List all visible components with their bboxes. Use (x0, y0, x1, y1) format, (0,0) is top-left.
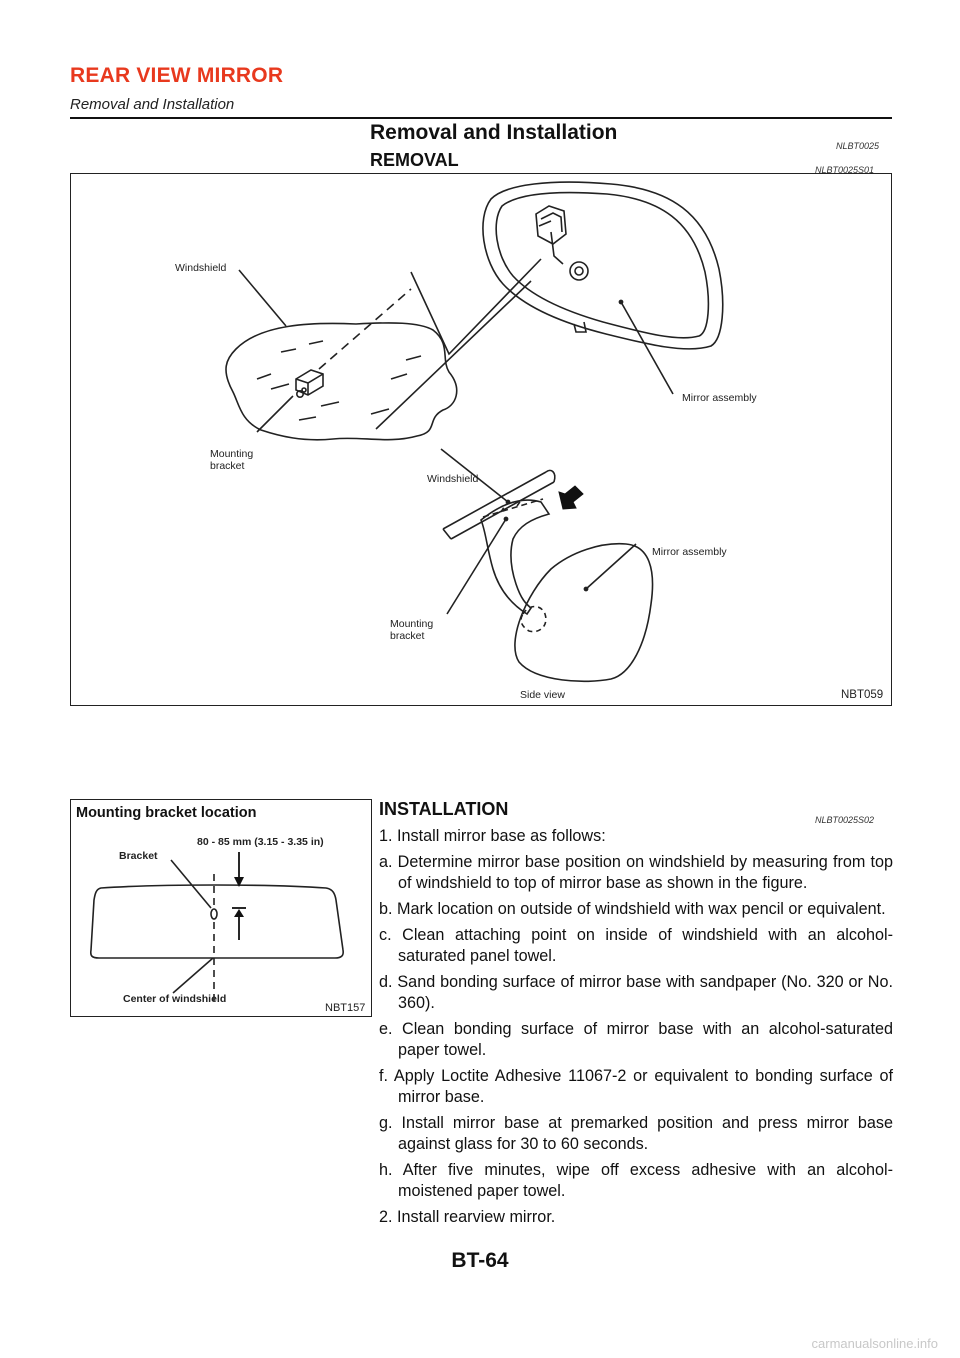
section-title: Removal and Installation (370, 121, 618, 144)
substep-g: g. Install mirror base at premarked position and press mirror base against glass for 30 to 60 seconds. (379, 1114, 893, 1153)
push-arrow-icon (559, 486, 583, 509)
mirror-assembly-shape (483, 182, 723, 349)
section-code: NLBT0025 (836, 141, 880, 151)
removal-code: NLBT0025S01 (815, 165, 875, 175)
installation-code: NLBT0025S02 (815, 815, 875, 825)
bracket-label: Bracket (119, 850, 158, 862)
step-1: 1. Install mirror base as follows: (379, 827, 606, 845)
installation-title: INSTALLATION (379, 799, 509, 819)
header-divider (70, 117, 892, 119)
location-figure (70, 799, 372, 1017)
label-mounting-bracket-top-l1: Mounting (210, 448, 254, 460)
step-2: 2. Install rearview mirror. (379, 1208, 556, 1226)
label-mounting-bracket-side-l2: bracket (390, 630, 425, 642)
figure-code: NBT059 (841, 689, 884, 701)
windshield-outline (91, 885, 343, 958)
substep-a: a. Determine mirror base position on windshield by measuring from top of windshield to top of mirror base as shown in the figure. (379, 853, 893, 892)
label-side-view: Side view (520, 689, 565, 701)
removal-illustration (71, 174, 891, 705)
substep-b: b. Mark location on outside of windshield with wax pencil or equivalent. (379, 900, 886, 918)
substep-e: e. Clean bonding surface of mirror base with an alcohol-saturated paper towel. (379, 1020, 893, 1059)
removal-title: REMOVAL (370, 150, 459, 170)
location-figure-code: NBT157 (325, 1002, 366, 1014)
header-subtitle: Removal and Installation (70, 96, 235, 113)
label-windshield-side: Windshield (427, 473, 479, 485)
installation-steps (379, 826, 893, 1233)
substep-h: h. After five minutes, wipe off excess adhesive with an alcohol-moistened paper towel. (379, 1161, 893, 1200)
label-mirror-assembly-top: Mirror assembly (682, 392, 757, 404)
substep-f: f. Apply Loctite Adhesive 11067-2 or equivalent to bonding surface of mirror base. (379, 1067, 893, 1106)
center-label: Center of windshield (123, 993, 227, 1005)
watermark: carmanualsonline.info (811, 1336, 938, 1351)
page-code: BT-64 (451, 1249, 509, 1272)
substep-c: c. Clean attaching point on inside of windshield with an alcohol-saturated panel towel. (379, 926, 893, 965)
windshield-glass-shape (226, 323, 457, 440)
dimension-label: 80 - 85 mm (3.15 - 3.35 in) (197, 836, 324, 848)
windshield-diagram (71, 800, 371, 1016)
label-mounting-bracket-side-l1: Mounting (390, 618, 434, 630)
label-mounting-bracket-top-l2: bracket (210, 460, 245, 472)
label-windshield-top: Windshield (175, 262, 227, 274)
label-mirror-assembly-side: Mirror assembly (652, 546, 727, 558)
header-title: REAR VIEW MIRROR (70, 64, 284, 87)
location-figure-title: Mounting bracket location (76, 805, 257, 821)
removal-figure (70, 173, 892, 706)
substep-d: d. Sand bonding surface of mirror base with sandpaper (No. 320 or No. 360). (379, 973, 893, 1012)
